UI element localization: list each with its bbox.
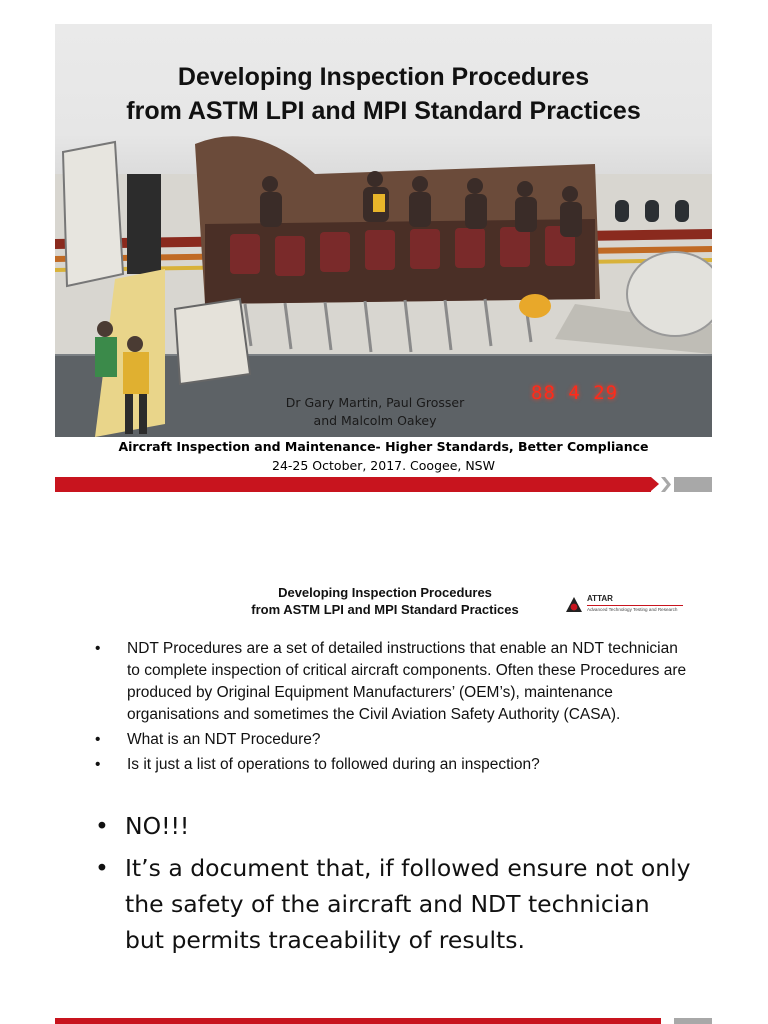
slide2-title [205,584,565,618]
bullet-icon: • [95,756,101,773]
bullet-icon: • [95,640,101,657]
slide2-footer-bar [55,1018,712,1024]
title-slide [55,24,712,495]
conference-title: Aircraft Inspection and Maintenance- Higher Standards, Better Compliance [118,439,649,454]
footer-chevron-gray-icon [661,477,671,492]
list-item [95,638,695,726]
footer-chevron-icon [651,477,659,491]
list-item [95,808,695,844]
conference-info [55,437,712,475]
large-bullet-list [95,808,695,958]
bullet-text: NDT Procedures are a set of detailed instructions that enable an NDT technician to complete inspection of critical aircraft components. Often these Procedures are produced by Original Equipment Manufacturers’ (OEM’s), maintenance organisations and sometimes the Civil Aviation Safety Authority (CASA). [127,640,687,723]
content-slide [55,570,712,1020]
conference-date-location: 24-25 October, 2017. Coogee, NSW [272,458,495,473]
authors-line2: and Malcolm Oakey [313,413,437,428]
slide1-title-line2: from ASTM LPI and MPI Standard Practices [126,97,641,125]
slide1-title-line1: Developing Inspection Procedures [177,63,590,91]
bullet-text: NO!!! [125,812,190,840]
bullet-text: It’s a document that, if followed ensure not only the safety of the aircraft and NDT technician but permits traceability of results. [125,854,691,954]
authors-line1: Dr Gary Martin, Paul Grosser [285,395,465,410]
list-item [95,850,695,958]
logo-tagline: Advanced Technology Testing and Research [587,607,678,612]
bullet-icon: • [95,731,101,748]
bullet-text: Is it just a list of operations to followed during an inspection? [127,756,540,773]
footer-gray-band [674,1018,712,1024]
attar-logo-icon [565,596,583,614]
photo-timestamp: 88 4 29 [531,382,619,404]
bullet-text: What is an NDT Procedure? [127,731,321,748]
logo-rule [587,605,683,606]
logo-name: ATTAR [587,594,613,603]
slide2-title-line1: Developing Inspection Procedures [278,585,492,600]
slide1-title [55,60,712,128]
authors [225,394,525,430]
footer-red-band [55,1018,661,1024]
list-item [95,729,695,751]
aircraft-damage-photo [55,24,712,437]
slide2-title-line2: from ASTM LPI and MPI Standard Practices [251,602,519,617]
slide1-footer-bar [55,477,712,492]
attar-logo [563,594,703,616]
footer-red-band [55,477,651,492]
list-item [95,754,695,776]
small-bullet-list [95,638,695,776]
bullet-icon: • [95,812,109,840]
bullet-icon: • [95,854,109,882]
footer-gray-band [674,477,712,492]
